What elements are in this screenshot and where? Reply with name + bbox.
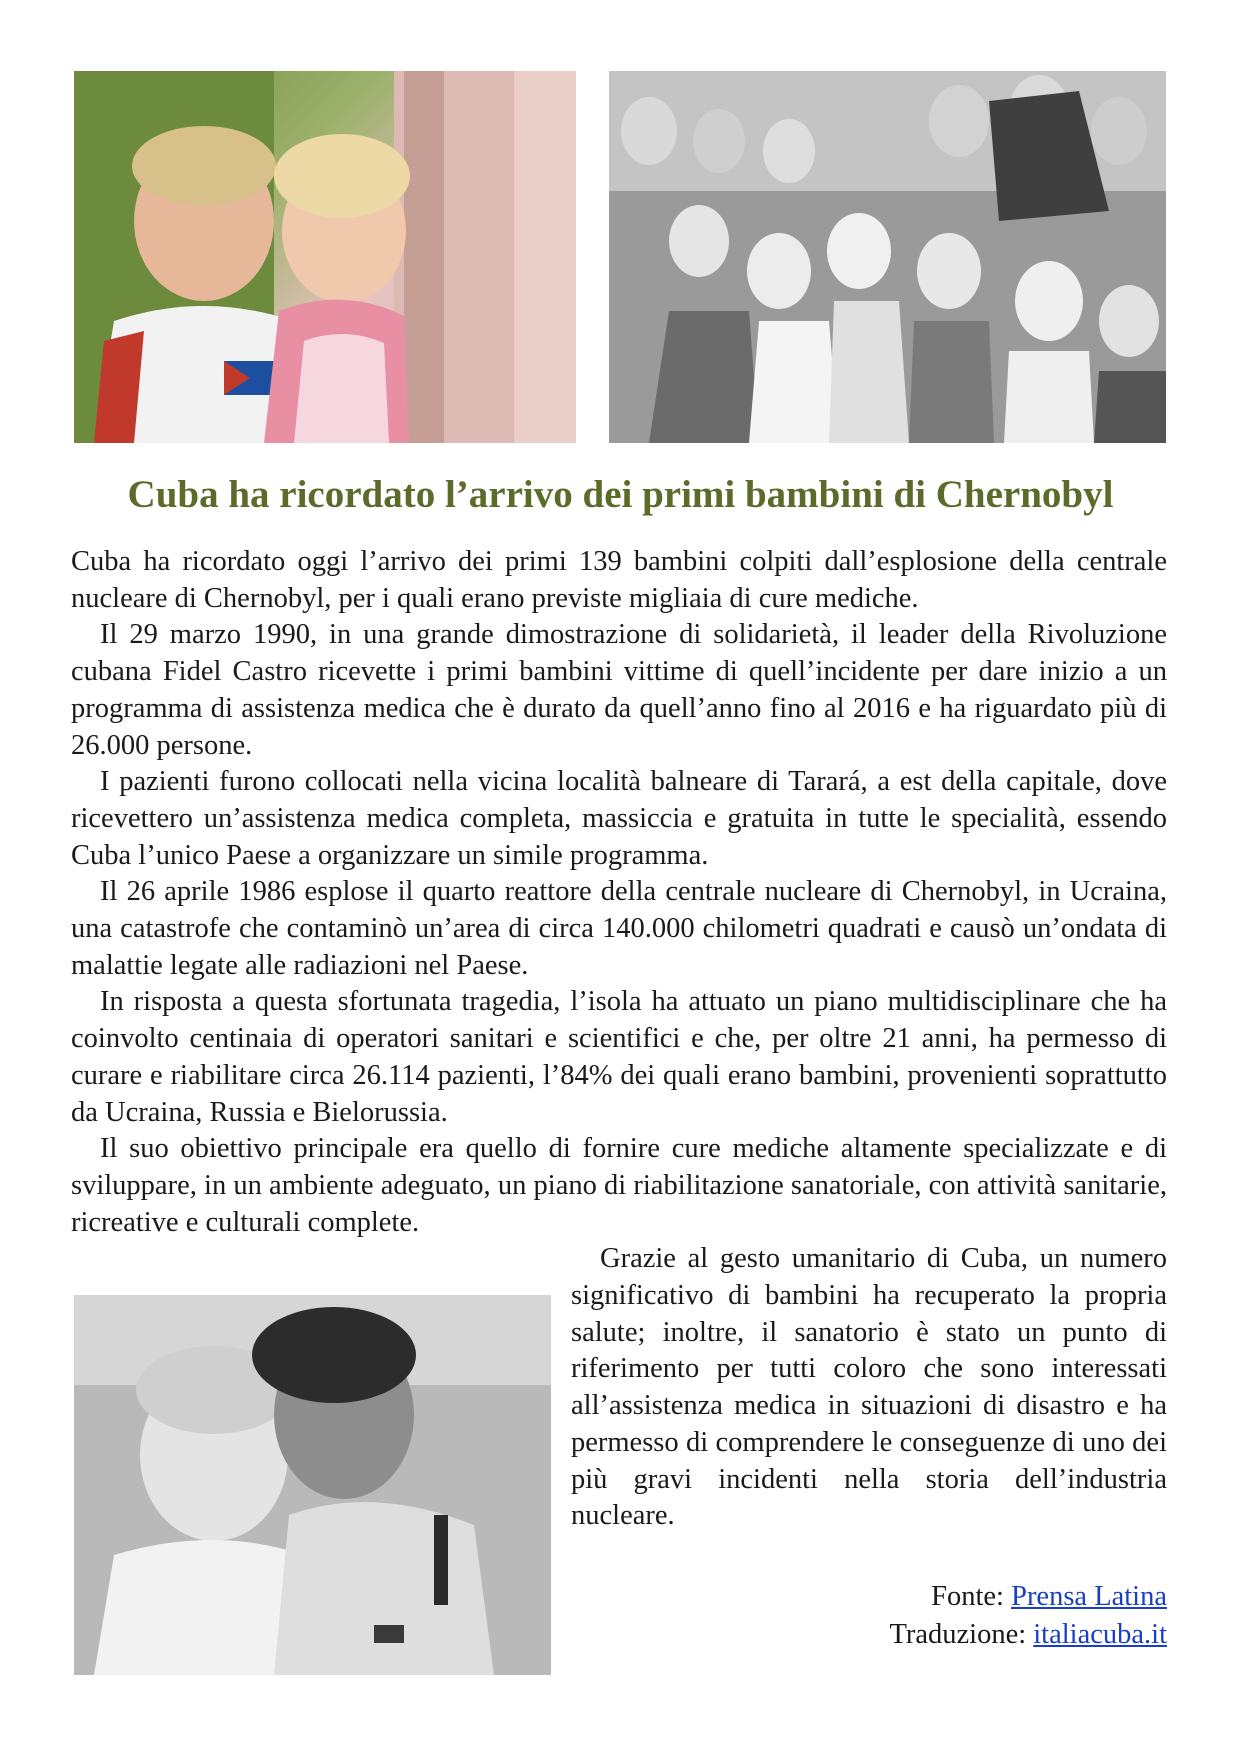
article-paragraph: Grazie al gesto umanitario di Cuba, un numero significativo di bambini ha recuperato la propria salute; inoltre, il sanatorio è stato un punto di riferimento per tutti coloro che sono interessati all’assistenza medica in situazioni di disastro e ha permesso di comprendere le conseguenze di uno dei più gravi incidenti nella storia dell’industria nucleare.: [571, 1243, 1167, 1532]
article-paragraph: Il 29 marzo 1990, in una grande dimostrazione di solidarietà, il leader della Rivoluzione cubana Fidel Castro ricevette i primi bambini vittime di quell’incidente per dare inizio a un programma di assistenza medica che è durato da quell’anno fino al 2016 e ha riguardato più di 26.000 persone.: [71, 619, 1167, 761]
credits: [889, 1578, 1167, 1654]
photo-group-of-children: [609, 71, 1166, 443]
photo-boy-with-woman: [74, 1295, 551, 1675]
article-paragraph: Il suo obiettivo principale era quello di fornire cure mediche altamente specializzate e di sviluppare, in un ambiente adeguato, un piano di riabilitazione sanatoriale, con attività sanitarie, ricreative e culturali complete.: [71, 1133, 1167, 1238]
photo-children-embrace: [74, 71, 576, 443]
article-paragraph: Il 26 aprile 1986 esplose il quarto reattore della centrale nucleare di Chernobyl, in Ucraina, una catastrofe che contaminò un’area di circa 140.000 chilometri quadrati e causò un’ondata di malattie legate alle radiazioni nel Paese.: [71, 876, 1167, 981]
translation-line: [889, 1616, 1167, 1654]
article-title: Cuba ha ricordato l’arrivo dei primi bambini di Chernobyl: [127, 473, 1114, 516]
translation-label: Traduzione:: [889, 1619, 1027, 1650]
article-paragraph: In risposta a questa sfortunata tragedia, l’isola ha attuato un piano multidisciplinare che ha coinvolto centinaia di operatori sanitari e scientifici e che, per oltre 21 anni, ha permesso di curare e riabilitare circa 26.114 pazienti, l’84% dei quali erano bambini, provenienti soprattutto da Ucraina, Russia e Bielorussia.: [71, 986, 1167, 1128]
article-paragraph: I pazienti furono collocati nella vicina località balneare di Tarará, a est della capitale, dove ricevettero un’assistenza medica completa, massiccia e gratuita in tutte le specialità, essendo Cuba l’unico Paese a organizzare un simile programma.: [71, 766, 1167, 871]
source-link[interactable]: Prensa Latina: [1011, 1581, 1167, 1612]
source-line: [889, 1578, 1167, 1616]
article-paragraph: Cuba ha ricordato oggi l’arrivo dei primi 139 bambini colpiti dall’esplosione della centrale nucleare di Chernobyl, per i quali erano previste migliaia di cure mediche.: [71, 546, 1167, 614]
translation-link[interactable]: italiacuba.it: [1033, 1619, 1167, 1650]
source-label: Fonte:: [931, 1581, 1004, 1612]
